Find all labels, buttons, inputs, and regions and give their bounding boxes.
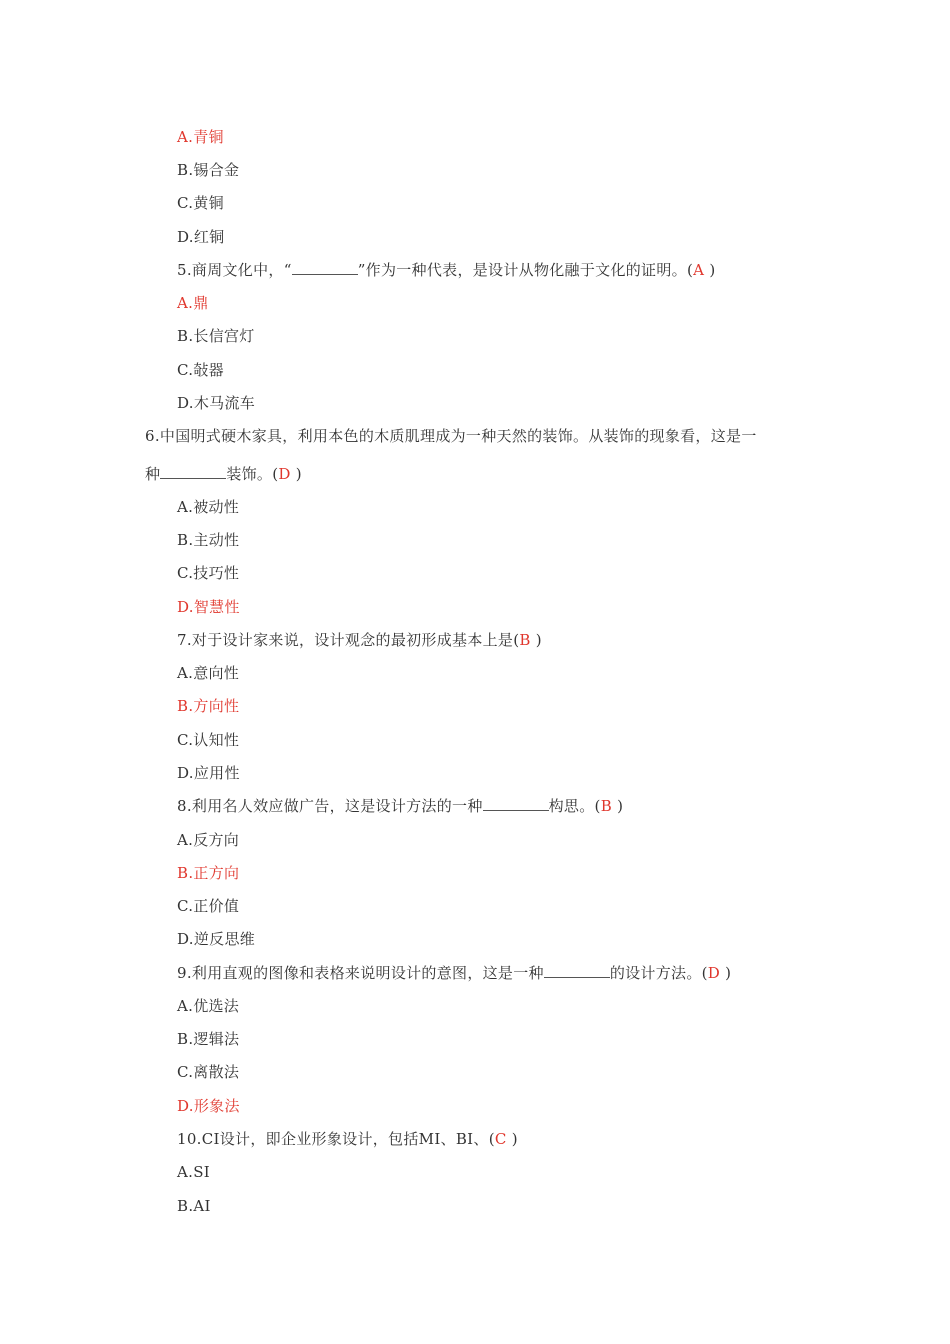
question-8-blank xyxy=(483,798,549,811)
question-5-text-pre: 5.商周文化中，“ xyxy=(177,261,292,279)
option-q7-b: B.方向性 xyxy=(177,697,240,715)
question-10-close: ) xyxy=(506,1130,518,1148)
question-5-answer: A xyxy=(693,261,705,279)
question-7 xyxy=(177,630,542,650)
question-8-text-post: 构思。( xyxy=(548,797,601,815)
question-5-blank xyxy=(292,262,358,275)
question-9-close: ) xyxy=(720,964,732,982)
option-q9-b: B.逻辑法 xyxy=(177,1030,240,1048)
question-8 xyxy=(177,796,623,816)
option-q10-b: B.AI xyxy=(177,1197,211,1215)
question-7-close: ) xyxy=(530,631,542,649)
option-q4-a: A.青铜 xyxy=(177,128,224,146)
option-q9-d: D.形象法 xyxy=(177,1097,240,1115)
option-q9-c: C.离散法 xyxy=(177,1063,240,1081)
option-q4-d: D.红铜 xyxy=(177,228,225,246)
option-q6-a: A.被动性 xyxy=(177,498,240,516)
question-9-blank xyxy=(544,965,610,978)
option-q7-d: D.应用性 xyxy=(177,764,240,782)
option-q5-c: C.敧器 xyxy=(177,361,224,379)
question-10 xyxy=(177,1129,518,1149)
question-6-line2 xyxy=(145,464,302,484)
question-5-text-post: ”作为一种代表，是设计从物化融于文化的证明。( xyxy=(357,261,694,279)
question-6-text-post: 装饰。( xyxy=(226,465,279,483)
question-9 xyxy=(177,963,731,983)
question-10-text-pre: 10.CI设计，即企业形象设计，包括MI、BI、( xyxy=(177,1130,495,1148)
question-5-close: ) xyxy=(704,261,716,279)
option-q4-b: B.锡合金 xyxy=(177,161,240,179)
question-9-text-pre: 9.利用直观的图像和表格来说明设计的意图，这是一种 xyxy=(177,964,544,982)
question-8-text-pre: 8.利用名人效应做广告，这是设计方法的一种 xyxy=(177,797,483,815)
question-7-answer: B xyxy=(519,631,531,649)
option-q5-d: D.木马流车 xyxy=(177,394,256,412)
option-q8-a: A.反方向 xyxy=(177,831,240,849)
question-9-text-post: 的设计方法。( xyxy=(609,964,708,982)
option-q6-b: B.主动性 xyxy=(177,531,240,549)
option-q7-c: C.认知性 xyxy=(177,731,240,749)
question-6-close: ) xyxy=(290,465,302,483)
option-q6-c: C.技巧性 xyxy=(177,564,240,582)
question-6-answer: D xyxy=(278,465,291,483)
option-q8-b: B.正方向 xyxy=(177,864,240,882)
option-q9-a: A.优选法 xyxy=(177,997,240,1015)
question-7-text-pre: 7.对于设计家来说，设计观念的最初形成基本上是( xyxy=(177,631,520,649)
option-q4-c: C.黄铜 xyxy=(177,194,224,212)
question-9-answer: D xyxy=(707,964,721,982)
question-10-answer: C xyxy=(494,1130,507,1148)
question-6-blank xyxy=(160,466,226,479)
option-q8-d: D.逆反思维 xyxy=(177,930,256,948)
option-q7-a: A.意向性 xyxy=(177,664,240,682)
option-q5-b: B.长信宫灯 xyxy=(177,327,255,345)
option-q8-c: C.正价值 xyxy=(177,897,240,915)
question-5 xyxy=(177,260,716,280)
question-6-text-pre: 种 xyxy=(145,465,161,483)
option-q5-a: A.鼎 xyxy=(177,294,209,312)
question-6-line1: 6.中国明式硬木家具，利用本色的木质肌理成为一种天然的装饰。从装饰的现象看，这是一 xyxy=(145,427,757,445)
question-8-close: ) xyxy=(612,797,624,815)
option-q10-a: A.SI xyxy=(177,1163,211,1181)
question-8-answer: B xyxy=(600,797,613,815)
option-q6-d: D.智慧性 xyxy=(177,598,240,616)
